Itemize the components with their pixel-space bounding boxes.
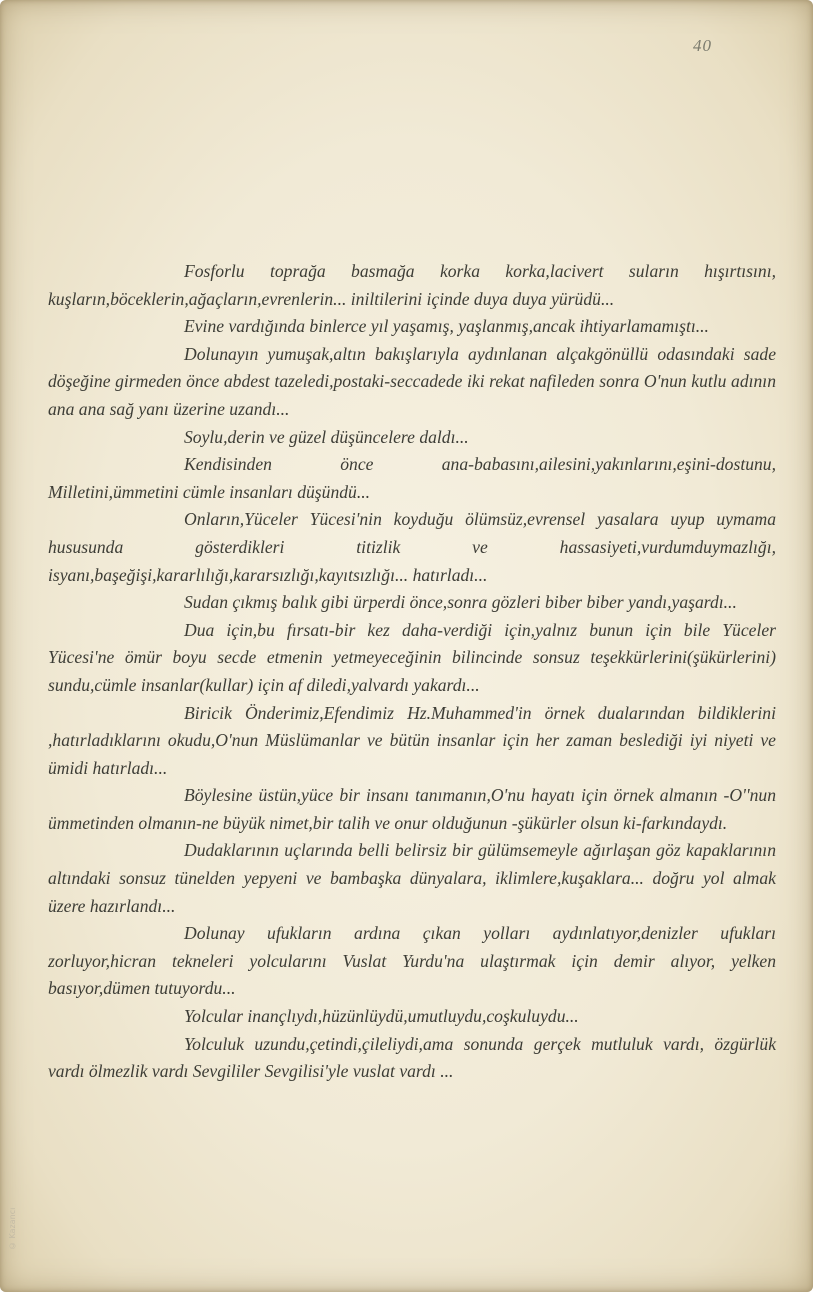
paragraph: Yolculuk uzundu,çetindi,çileliydi,ama sonunda gerçek mutluluk vardı, özgürlük vardı ölmezlik vardı Sevgililer Sevgilisi'yle vuslat vardı ...	[48, 1033, 776, 1082]
paragraph: Biricik Önderimiz,Efendimiz Hz.Muhammed'in örnek dualarından bildiklerini ,hatırladıklarını okudu,O'nun Müslümanlar ve bütün insanlar için her zaman beslediği iyi niyeti ve ümidi hatırladı...	[48, 702, 776, 778]
paragraph: Dolunayın yumuşak,altın bakışlarıyla aydınlanan alçakgönüllü odasındaki sade döşeğine girmeden önce abdest tazeledi,postaki-seccadede iki rekat nafileden sonra O'nun kutlu adının ana ana sağ yanı üzerine uzandı...	[48, 343, 776, 419]
body-text	[48, 258, 776, 1086]
paragraph: Evine vardığında binlerce yıl yaşamış, yaşlanmış,ancak ihtiyarlamamıştı...	[184, 316, 709, 337]
paragraph: Fosforlu toprağa basmağa korka korka,lacivert suların hışırtısını, kuşların,böceklerin,ağaçların,evrenlerin... iniltilerini içinde duya duya yürüdü...	[48, 261, 776, 309]
paragraph: Soylu,derin ve güzel düşüncelere daldı...	[184, 426, 469, 447]
paragraph: Dolunay ufukların ardına çıkan yolları aydınlatıyor,denizler ufukları zorluyor,hicran tekneleri yolcularını Vuslat Yurdu'na ulaştırmak için demir alıyor, yelken basıyor,dümen tutuyordu...	[48, 923, 776, 999]
paragraph: Dua için,bu fırsatı-bir kez daha-verdiği için,yalnız bunun için bile Yüceler Yücesi'ne ömür boyu secde etmenin yetmeyeceğinin bilincinde sonsuz teşekkürlerini(şükürlerini) sundu,cümle insanlar(kullar) için af diledi,yalvardı yakardı...	[48, 619, 776, 695]
page-number: 40	[693, 36, 712, 55]
paragraph: Onların,Yüceler Yücesi'nin koyduğu ölümsüz,evrensel yasalara uyup uymama hususunda gösterdikleri titizlik ve hassasiyeti,vurdumduymazlığı, isyanı,başeğişi,kararlılığı,kararsızlığı,kayıtsızlığı... hatırladı...	[48, 509, 776, 585]
margin-watermark: © Kazancı	[8, 1207, 17, 1250]
paragraph: Dudaklarının uçlarında belli belirsiz bir gülümsemeyle ağırlaşan göz kapaklarının altındaki sonsuz tünelden yepyeni ve bambaşka dünyalara, iklimlere,kuşaklara... doğru yol almak üzere hazırlandı...	[48, 840, 776, 916]
paragraph: Kendisinden önce ana-babasını,ailesini,yakınlarını,eşini-dostunu, Milletini,ümmetini cümle insanları düşündü...	[48, 454, 776, 502]
paragraph: Yolcular inançlıydı,hüzünlüydü,umutluydu,coşkuluydu...	[184, 1006, 579, 1027]
paragraph: Böylesine üstün,yüce bir insanı tanımanın,O'nu hayatı için örnek almanın -O''nun ümmetinden olmanın-ne büyük nimet,bir talih ve onur olduğunun -şükürler olsun ki-farkındaydı.	[48, 785, 776, 833]
paragraph: Sudan çıkmış balık gibi ürperdi önce,sonra gözleri biber biber yandı,yaşardı...	[184, 592, 737, 613]
